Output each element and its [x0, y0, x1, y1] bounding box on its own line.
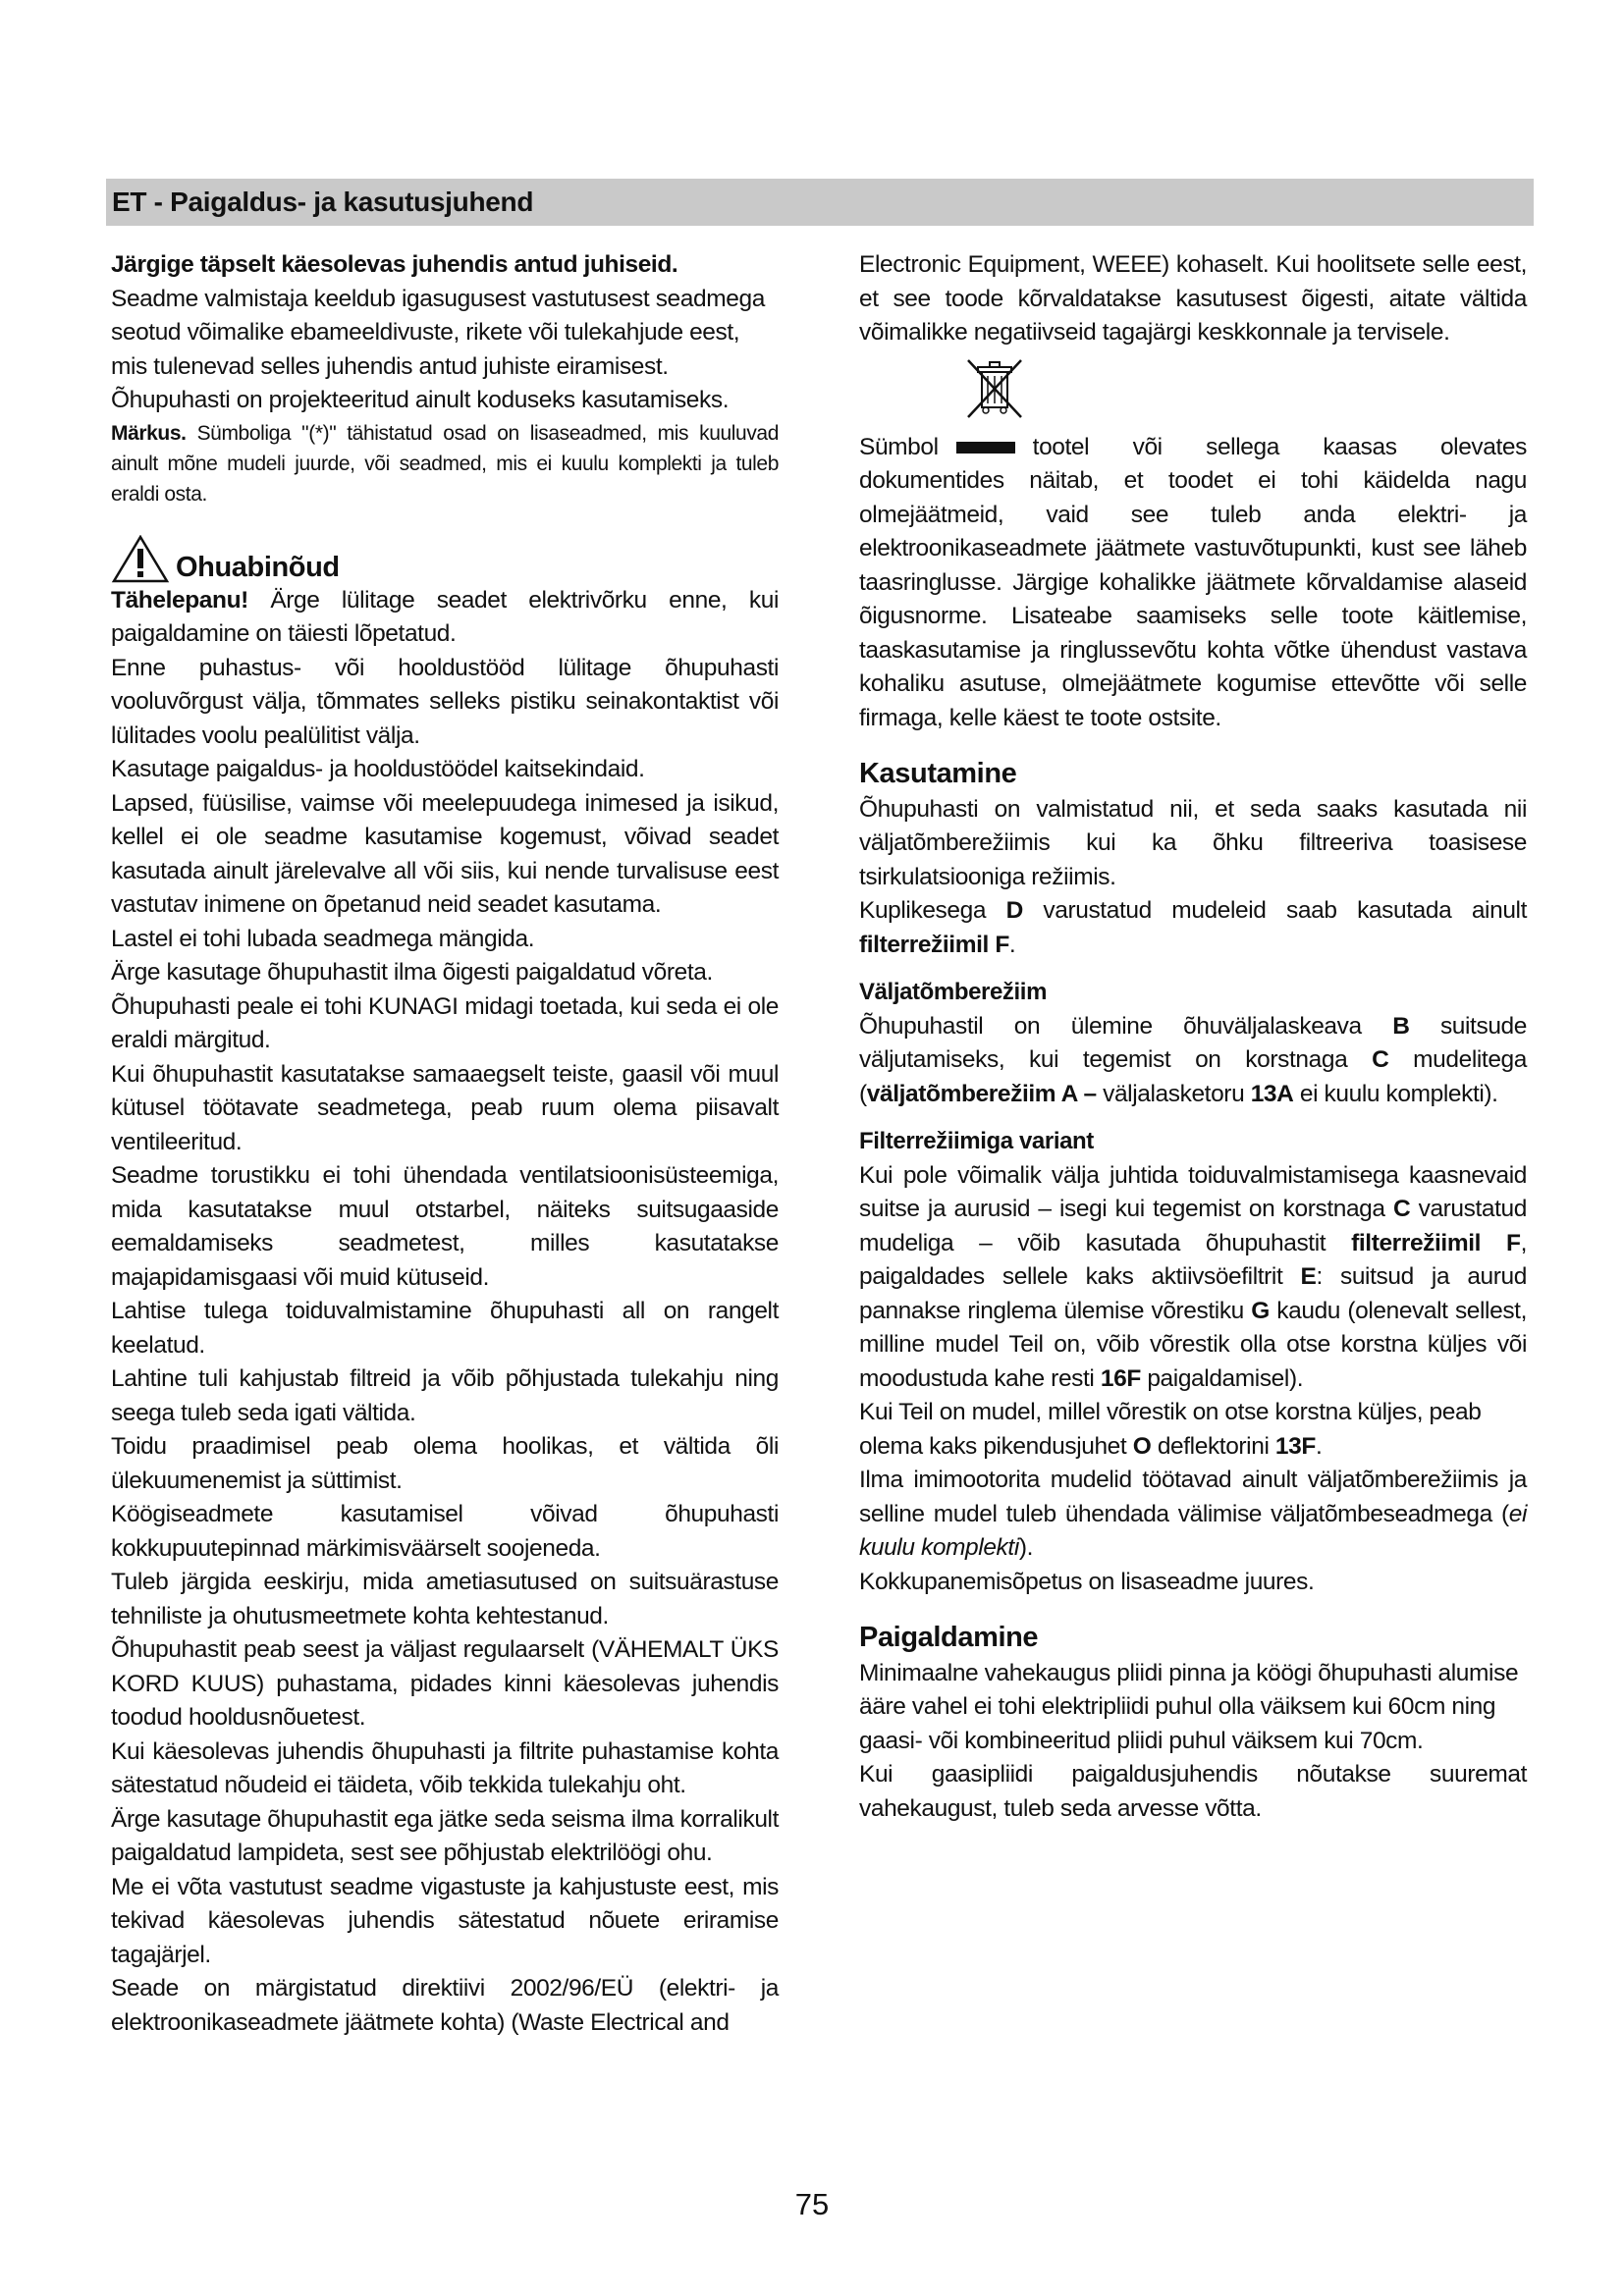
- warning-triangle-icon: [111, 535, 170, 584]
- valjatombe-paragraph: [859, 1010, 1527, 1112]
- mudel-text: .: [1315, 1432, 1323, 1460]
- safety-paragraph: Me ei võta vastutust seadme vigastuste ja kahjustuste eest, mis tekivad käesolevas juhendis sätestatud nõuete eriramise tagajärjel.: [111, 1873, 779, 1968]
- kuplike-letter: D: [1005, 897, 1023, 924]
- filt-part: 16F: [1100, 1364, 1141, 1392]
- safety-paragraph: Ärge kasutage õhupuhastit ilma õigesti paigaldatud võreta.: [111, 959, 713, 986]
- valj-letter: C: [1372, 1046, 1389, 1073]
- filt-text: kaudu (olenevalt sellest, milline mudel Teil on, võib võrestik olla otse korstna küljes või moodustuda kahe resti: [859, 1297, 1527, 1392]
- note-paragraph: [111, 418, 779, 509]
- safety-paragraph: Kasutage paigaldus- ja hooldustöödel kaitsekindaid.: [111, 756, 645, 782]
- mudel-letter: O: [1132, 1432, 1152, 1460]
- safety-paragraph: Kui õhupuhastit kasutatakse samaaegselt teiste, gaasil või muul kütusel töötavate seadmetega, peab ruum olema piisavalt ventileeritud.: [111, 1060, 779, 1155]
- valj-text: mudelitega (: [859, 1046, 1528, 1107]
- note-text: Sümboliga "(*)" tähistatud osad on lisaseadmed, mis kuuluvad ainult mõne mudeli juurde, või seadmed, mis ei kuulu komplekti ja tuleb eraldi osta.: [111, 421, 779, 506]
- filt-letter: C: [1392, 1196, 1411, 1222]
- note-label: Märkus.: [111, 421, 187, 445]
- page-title: ET - Paigaldus- ja kasutusjuhend: [112, 187, 534, 217]
- valj-letter: B: [1392, 1012, 1410, 1040]
- valj-text: ei kuulu komplekti).: [1293, 1080, 1498, 1107]
- filter-paragraph: [859, 1159, 1527, 1397]
- attention-paragraph: [111, 584, 779, 652]
- weee-paragraph: Electronic Equipment, WEEE) kohaselt. Kui hoolitsete selle eest, et see toode kõrvaldatakse kasutusest õigesti, aitate vältida võimalikke negatiivseid tagajärgi keskkonnale ja tervisele.: [859, 251, 1527, 346]
- safety-paragraph: Lastel ei tohi lubada seadmega mängida.: [111, 925, 535, 952]
- sub-heading-valjatombereziim: Väljatõmberežiim: [859, 979, 1048, 1005]
- safety-paragraph: Köögiseadmete kasutamisel võivad õhupuhasti kokkupuutepinnad märkimisväärselt soojeneda.: [111, 1501, 779, 1562]
- paigaldamine-paragraph-2: Kui gaasipliidi paigaldusjuhendis nõutakse suuremat vahekaugust, tuleb seda arvesse võtta.: [859, 1761, 1527, 1822]
- safety-paragraph: Kui käesolevas juhendis õhupuhasti ja filtrite puhastamise kohta sätestatud nõudeid ei täideta, võib tekkida tulekahju oht.: [111, 1737, 779, 1798]
- safety-paragraph: Ärge kasutage õhupuhastit ega jätke seda seisma ilma korralikult paigaldatud lampideta, sest see põhjustab elektrilöögi ohu.: [111, 1805, 779, 1866]
- intro-bold: Järgige täpselt käesolevas juhendis antud juhiseid.: [111, 251, 678, 278]
- kuplike-paragraph: [859, 894, 1527, 962]
- valj-text: väljalasketoru: [1096, 1080, 1251, 1107]
- black-bar-symbol-icon: [956, 442, 1015, 454]
- crossed-bin-icon: [964, 356, 1025, 425]
- safety-paragraph: Seade on märgistatud direktiivi 2002/96/EÜ (elektri- ja elektroonikaseadmete jäätmete kohta) (Waste Electrical and: [111, 1975, 779, 2036]
- safety-paragraph: Lapsed, füüsilise, vaimse või meelepuudega inimesed ja isikud, kellel ei ole seadme kasutamise kogemust, võivad seadet kasutada ainult järelevalve all või siis, kui nende turvalisuse eest vastutav inimene on õpetanud neid seadet kasutama.: [111, 789, 779, 918]
- kasutamine-paragraph: Õhupuhasti on valmistatud nii, et seda saaks kasutada nii väljatõmberežiimis kui ka õhku filtreeriva toasisese tsirkulatsiooniga režiimis.: [859, 795, 1527, 890]
- valj-text: Õhupuhastil on ülemine õhuväljalaskeava: [859, 1012, 1393, 1040]
- paigaldamine-paragraph: Minimaalne vahekaugus pliidi pinna ja köögi õhupuhasti alumise ääre vahel ei tohi elektripliidi puhul olla väiksem kui 60cm ning gaasi- või kombineeritud pliidi puhul väiksem kui 70cm.: [859, 1659, 1519, 1754]
- mudel-paragraph: [859, 1396, 1527, 1464]
- imi-text: Ilma imimootorita mudelid töötavad ainult väljatõmberežiimis ja selline mudel tuleb ühendada välimise väljatõmbeseadmega (: [859, 1467, 1527, 1527]
- header-bar: [106, 179, 1534, 226]
- valj-part: 13A: [1250, 1080, 1294, 1107]
- safety-paragraph: Seadme torustikku ei tohi ühendada ventilatsioonisüsteemiga, mida kasutatakse muul otstarbel, näiteks suitsugaaside eemaldamiseks seadmetest, milles kasutatakse majapidamisgaasi või muid kütuseid.: [111, 1162, 779, 1291]
- valj-text: suitsude väljutamiseks, kui tegemist on korstnaga: [859, 1012, 1527, 1073]
- symbol-text: tootel või sellega kaasas olevates dokumentides näitab, et toodet ei tohi käidelda nagu olmejäätmeid, vaid see tuleb anda elektri- ja elektroonikaseadmete jäätmete vastuvõtupunkti, kust see läheb taasringlusse. Järgige kohalikke jäätmete kõrvaldamise alaseid õigusnorme. Lisateabe saamiseks selle toote käitlemise, taaskasutamise ja ringlussevõtu kohta võtke ühendust vastava kohaliku asutuse, olmejäätmete kogumise ettevõtte või selle firmaga, kelle käest te toote ostsite.: [859, 433, 1527, 731]
- safety-paragraph: Tuleb järgida eeskirju, mida ametiasutused on suitsuärastuse tehniliste ja ohutusmeetmete kohta kehtestanud.: [111, 1569, 779, 1629]
- safety-paragraph: Õhupuhastit peab seest ja väljast regulaarselt (VÄHEMALT ÜKS KORD KUUS) puhastama, pidades kinni käesolevas juhendis toodud hooldusnõuetest.: [111, 1636, 779, 1731]
- filt-letter: E: [1300, 1263, 1317, 1290]
- symbol-word: Sümbol: [859, 433, 939, 460]
- kokkupanek-paragraph: Kokkupanemisõpetus on lisaseadme juures.: [859, 1568, 1315, 1595]
- filt-mode: filterrežiimil F: [1351, 1229, 1521, 1256]
- warning-heading-label: Ohuabinõud: [176, 551, 340, 583]
- symbol-paragraph: [859, 431, 1527, 736]
- kuplike-text: varustatud mudeleid saab kasutada ainult: [1022, 897, 1527, 924]
- filt-text: Kui pole võimalik välja juhtida toiduvalmistamisega kaasnevaid suitse ja aurusid – isegi kui tegemist on korstnaga: [859, 1161, 1527, 1222]
- kuplike-text: Kuplikesega: [859, 897, 1006, 924]
- imi-text: ).: [1018, 1534, 1034, 1561]
- section-heading-kasutamine: Kasutamine: [859, 758, 1017, 789]
- filt-text: paigaldamisel).: [1140, 1364, 1304, 1392]
- filt-text: , paigaldades sellele kaks aktiivsöefiltrit: [859, 1229, 1527, 1290]
- safety-paragraph: Õhupuhasti peale ei tohi KUNAGI midagi toetada, kui seda ei ole eraldi märgitud.: [111, 992, 779, 1053]
- safety-paragraph: Lahtine tuli kahjustab filtreid ja võib põhjustada tulekahju ning seega tuleb seda igati vältida.: [111, 1365, 779, 1426]
- mudel-text: deflektorini: [1151, 1432, 1275, 1460]
- safety-paragraph: Enne puhastus- või hooldustööd lülitage õhupuhasti vooluvõrgust välja, tõmmates selleks pistiku seinakontaktist või lülitades voolu pealülitist välja.: [111, 654, 779, 749]
- filt-text: varustatud mudeliga – võib kasutada õhupuhastit: [859, 1196, 1527, 1256]
- warning-heading: [111, 533, 779, 584]
- filt-text: : suitsud ja aurud pannakse ringlema ülemise võrestiku: [859, 1263, 1527, 1324]
- valj-mode: väljatõmberežiim A –: [866, 1080, 1097, 1107]
- imimootor-paragraph: [859, 1464, 1527, 1566]
- attention-text: Ärge lülitage seadet elektrivõrku enne, kui paigaldamine on täiesti lõpetatud.: [111, 586, 779, 647]
- section-heading-paigaldamine: Paigaldamine: [859, 1622, 1039, 1653]
- sub-heading-filterreziim: Filterrežiimiga variant: [859, 1128, 1094, 1154]
- mudel-text: Kui Teil on mudel, millel võrestik on otse korstna küljes, peab olema kaks pikendusjuhet: [859, 1399, 1482, 1460]
- intro-text: Seadme valmistaja keeldub igasugusest vastutusest seadmega seotud võimalike ebameeldivuste, rikete või tulekahjude eest, mis tulenevad selles juhendis antud juhiste eiramisest. Õhupuhasti on projekteeritud ainult koduseks kasutamiseks.: [111, 285, 765, 413]
- attention-label: Tähelepanu!: [111, 586, 248, 614]
- safety-paragraph: Toidu praadimisel peab olema hoolikas, et vältida õli ülekuumenemist ja süttimist.: [111, 1433, 779, 1494]
- page-number: 75: [794, 2187, 830, 2221]
- kuplike-filter-mode: filterrežiimil F: [859, 931, 1009, 958]
- safety-paragraph: Lahtise tulega toiduvalmistamine õhupuhasti all on rangelt keelatud.: [111, 1298, 779, 1359]
- imi-italic: ei kuulu komplekti: [859, 1500, 1527, 1561]
- filt-letter: G: [1251, 1297, 1270, 1324]
- left-column: [111, 248, 779, 2040]
- kuplike-text: .: [1008, 931, 1016, 958]
- right-column: [859, 248, 1527, 1826]
- mudel-part: 13F: [1274, 1432, 1316, 1460]
